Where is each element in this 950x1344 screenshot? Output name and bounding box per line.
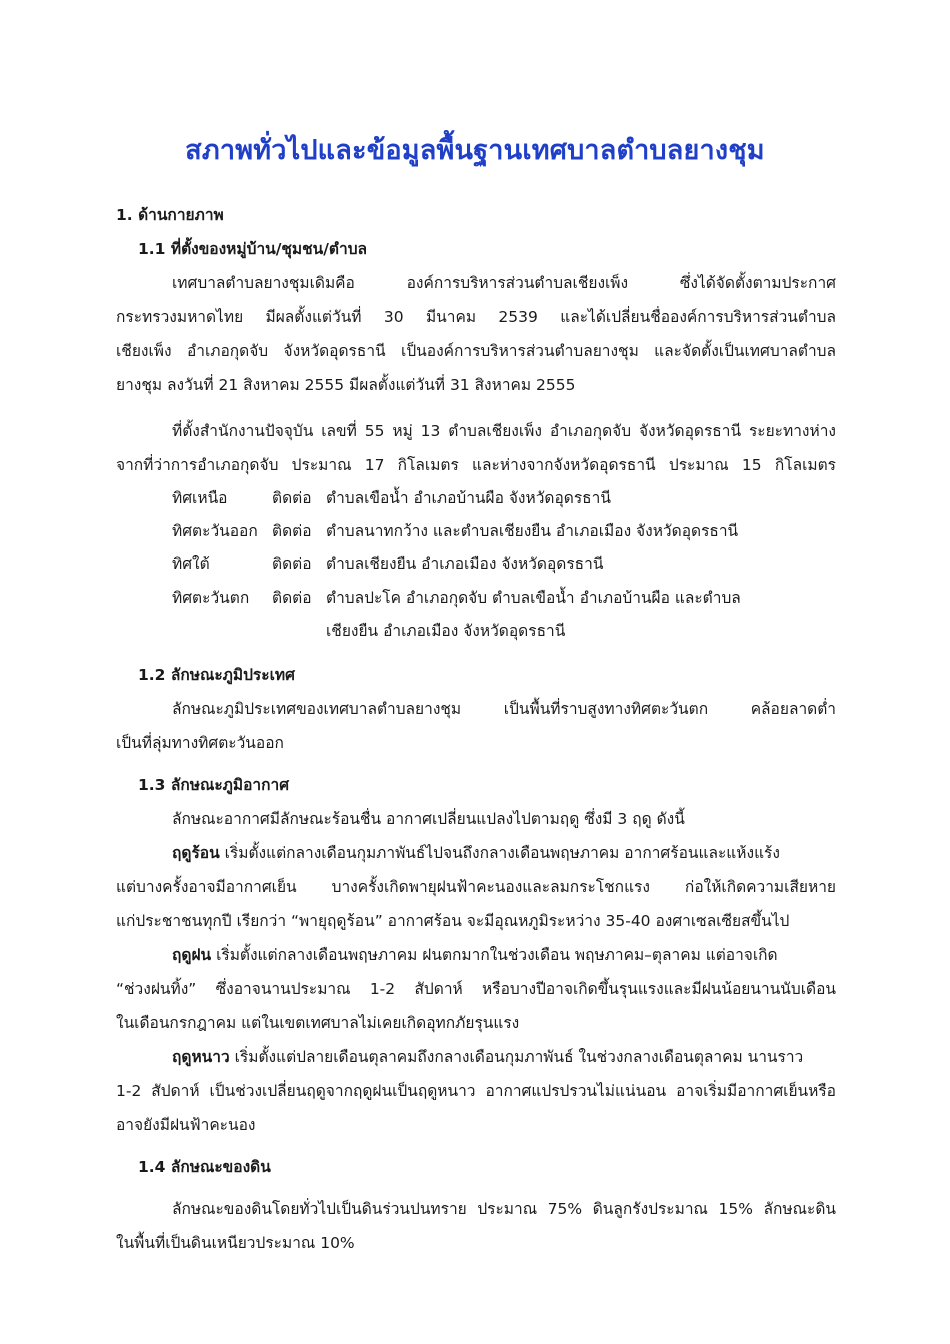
paragraph-line: “ช่วงฝนทิ้ง” ซึ่งอาจนานประมาณ 1-2 สัปดาห์ หรือบางปีอาจเกิดขึ้นรุนแรงและมีฝนน้อยนานนับเดือน: [116, 980, 836, 998]
paragraph-line: แก่ประชาชนทุกปี เรียกว่า “พายุฤดูร้อน” อากาศร้อน จะมีอุณหภูมิระหว่าง 35-40 องศาเซลเซียสขึ้นไป: [116, 912, 790, 930]
contact-word: ติดต่อ: [272, 489, 312, 507]
direction-value: ตำบลปะโค อำเภอกุดจับ ตำบลเขือน้ำ อำเภอบ้านผือ และตำบล: [326, 589, 741, 607]
season-label: ฤดูหนาว: [172, 1048, 230, 1066]
direction-label: ทิศตะวันออก: [172, 522, 258, 540]
contact-word: ติดต่อ: [272, 522, 312, 540]
paragraph-line: เทศบาลตำบลยางชุมเดิมคือ องค์การบริหารส่วนตำบลเชียงเพ็ง ซึ่งได้จัดตั้งตามประกาศ: [172, 274, 836, 292]
season-text: เริ่มตั้งแต่กลางเดือนกุมภาพันธ์ไปจนถึงกลางเดือนพฤษภาคม อากาศร้อนและแห้งแร้ง: [219, 844, 780, 862]
paragraph-line: ที่ตั้งสำนักงานปัจจุบัน เลขที่ 55 หมู่ 13 ตำบลเชียงเพ็ง อำเภอกุดจับ จังหวัดอุดรธานี ระยะทางห่าง: [172, 422, 836, 440]
contact-word: ติดต่อ: [272, 555, 312, 573]
subsection-heading: 1.3 ลักษณะภูมิอากาศ: [138, 776, 290, 794]
paragraph-line: แต่บางครั้งอาจมีอากาศเย็น บางครั้งเกิดพายุฝนฟ้าคะนองและลมกระโชกแรง ก่อให้เกิดความเสียหาย: [116, 878, 836, 896]
direction-value: ตำบลนาทกว้าง และตำบลเชียงยืน อำเภอเมือง จังหวัดอุดรธานี: [326, 522, 739, 540]
season-text: เริ่มตั้งแต่ปลายเดือนตุลาคมถึงกลางเดือนกุมภาพันธ์ ในช่วงกลางเดือนตุลาคม นานราว: [229, 1048, 804, 1066]
paragraph-line: ลักษณะของดินโดยทั่วไปเป็นดินร่วนปนทราย ประมาณ 75% ดินลูกรังประมาณ 15% ลักษณะดิน: [172, 1200, 836, 1218]
subsection-heading: 1.4 ลักษณะของดิน: [138, 1158, 271, 1176]
season-rain-line: [172, 944, 836, 966]
subsection-heading: 1.1 ที่ตั้งของหมู่บ้าน/ชุมชน/ตำบล: [138, 240, 368, 258]
direction-label: ทิศเหนือ: [172, 489, 228, 507]
subsection-heading: 1.2 ลักษณะภูมิประเทศ: [138, 666, 295, 684]
direction-value-continued: เชียงยืน อำเภอเมือง จังหวัดอุดรธานี: [326, 622, 566, 640]
direction-value: ตำบลเชียงยืน อำเภอเมือง จังหวัดอุดรธานี: [326, 555, 604, 573]
contact-word: ติดต่อ: [272, 589, 312, 607]
paragraph-line: ในพื้นที่เป็นดินเหนียวประมาณ 10%: [116, 1234, 355, 1252]
paragraph-line: 1-2 สัปดาห์ เป็นช่วงเปลี่ยนฤดูจากฤดูฝนเป็นฤดูหนาว อากาศแปรปรวนไม่แน่นอน อาจเริ่มมีอากาศเย็นหรือ: [116, 1082, 836, 1100]
paragraph-line: ในเดือนกรกฎาคม แต่ในเขตเทศบาลไม่เคยเกิดอุทกภัยรุนแรง: [116, 1014, 520, 1032]
paragraph-line: ลักษณะอากาศมีลักษณะร้อนชื่น อากาศเปลี่ยนแปลงไปตามฤดู ซึ่งมี 3 ฤดู ดังนี้: [172, 810, 685, 828]
page-title: สภาพทั่วไปและข้อมูลพื้นฐานเทศบาลตำบลยางชุม: [185, 135, 765, 166]
section-heading: 1. ด้านกายภาพ: [116, 206, 224, 224]
paragraph-line: ลักษณะภูมิประเทศของเทศบาลตำบลยางชุม เป็นพื้นที่ราบสูงทางทิศตะวันตก คล้อยลาดต่ำ: [172, 700, 836, 718]
paragraph-line: กระทรวงมหาดไทย มีผลตั้งแต่วันที่ 30 มีนาคม 2539 และได้เปลี่ยนชื่อองค์การบริหารส่วนตำบล: [116, 308, 836, 326]
direction-label: ทิศใต้: [172, 555, 210, 573]
direction-value: ตำบลเขือน้ำ อำเภอบ้านผือ จังหวัดอุดรธานี: [326, 489, 611, 507]
paragraph-line: อาจยังมีฝนฟ้าคะนอง: [116, 1116, 256, 1134]
paragraph-line: จากที่ว่าการอำเภอกุดจับ ประมาณ 17 กิโลเมตร และห่างจากจังหวัดอุดรธานี ประมาณ 15 กิโลเมตร: [116, 456, 836, 474]
season-label: ฤดูร้อน: [172, 844, 220, 862]
season-label: ฤดูฝน: [172, 946, 212, 964]
season-cold-line: [172, 1046, 836, 1068]
season-hot-line: [172, 842, 836, 864]
season-text: เริ่มตั้งแต่กลางเดือนพฤษภาคม ฝนตกมากในช่วงเดือน พฤษภาคม–ตุลาคม แต่อาจเกิด: [211, 946, 778, 964]
paragraph-line: เชียงเพ็ง อำเภอกุดจับ จังหวัดอุดรธานี เป็นองค์การบริหารส่วนตำบลยางชุม และจัดตั้งเป็นเทศบาลตำบล: [116, 342, 836, 360]
direction-label: ทิศตะวันตก: [172, 589, 250, 607]
paragraph-line: เป็นที่ลุ่มทางทิศตะวันออก: [116, 734, 284, 752]
paragraph-line: ยางชุม ลงวันที่ 21 สิงหาคม 2555 มีผลตั้งแต่วันที่ 31 สิงหาคม 2555: [116, 376, 576, 394]
